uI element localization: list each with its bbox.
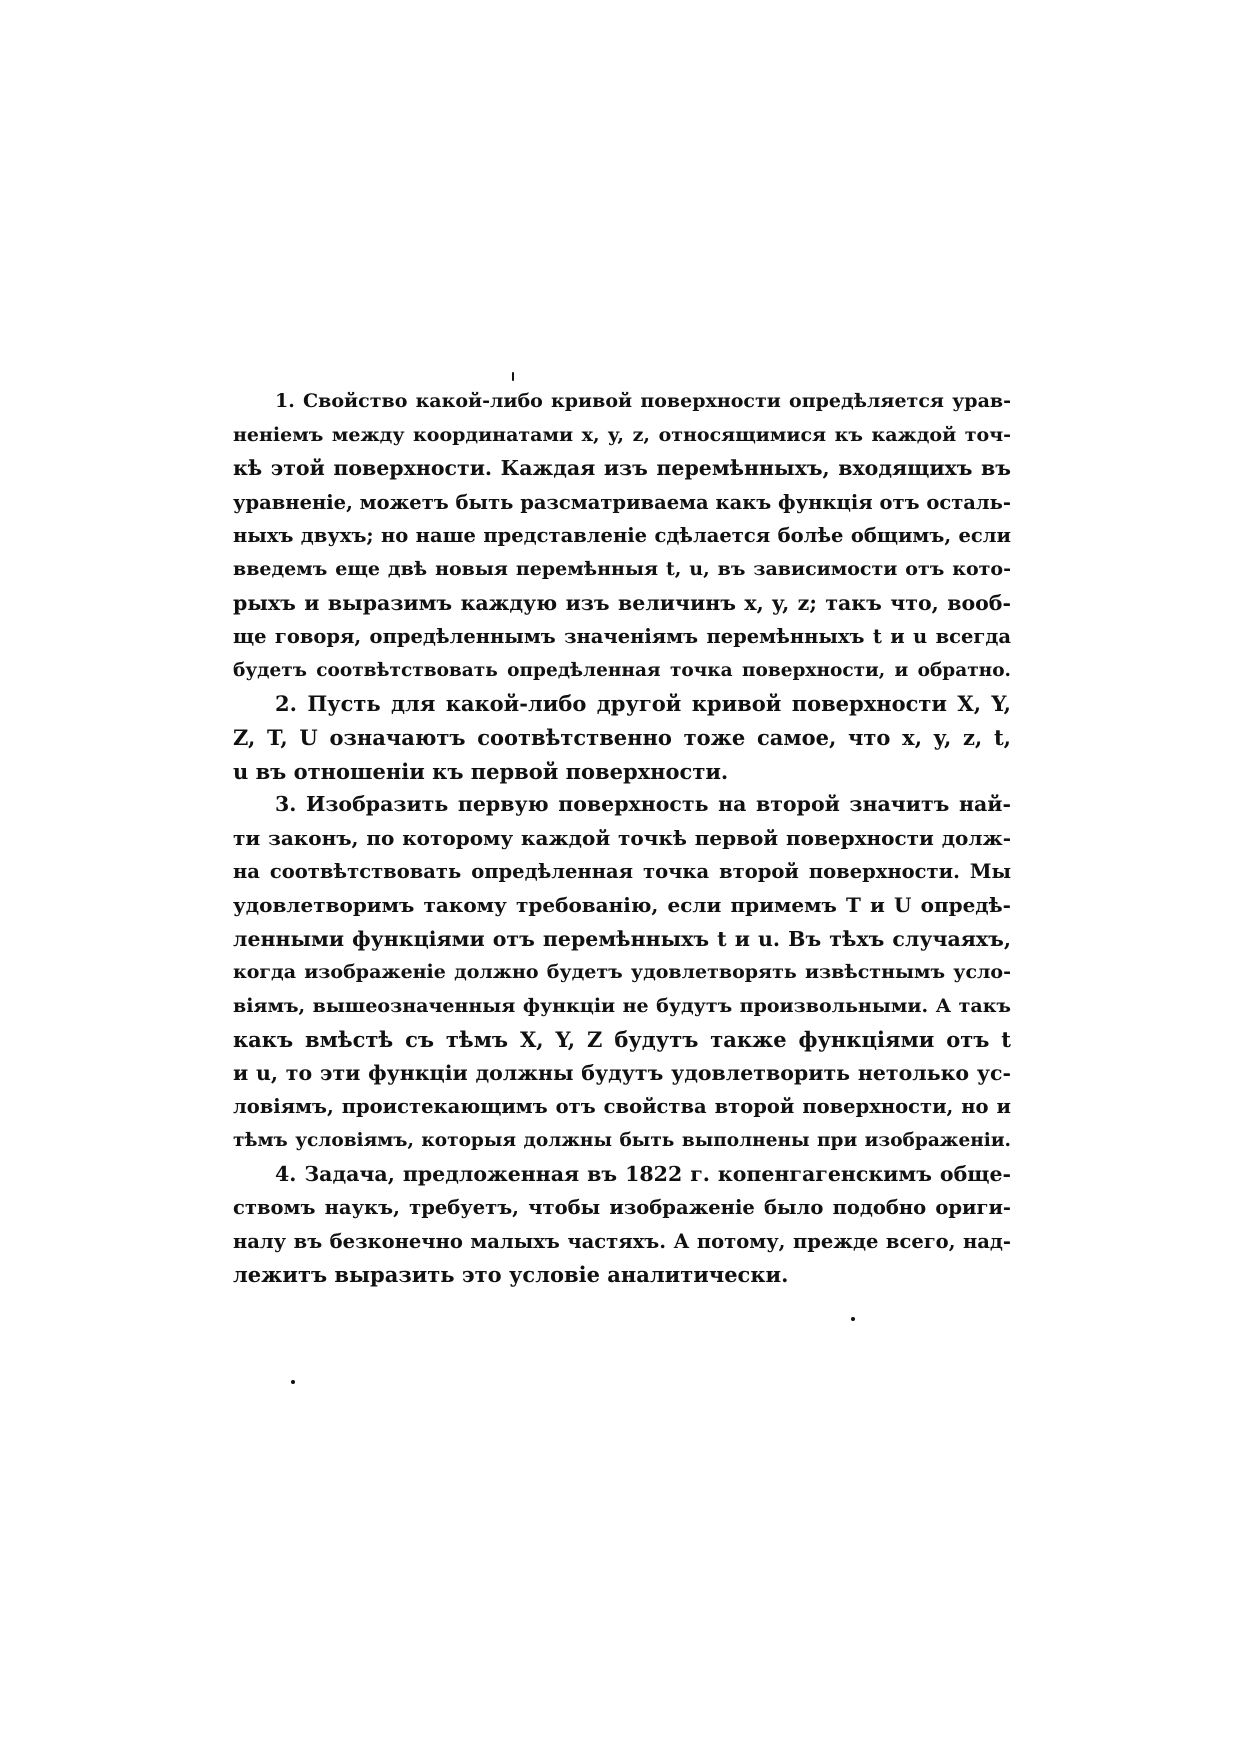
stray-mark-top: [512, 372, 514, 381]
text-line: Z, T, U означаютъ соотвѣтственно тоже самое, что x, y, z, t,: [233, 724, 1011, 750]
text-line: 1. Свойство какой-либо кривой поверхности опредѣляется урав-: [275, 390, 1011, 412]
text-line: уравненіе, можетъ быть разсматриваема какъ функція отъ осталь-: [233, 490, 1011, 514]
text-line: удовлетворимъ такому требованію, если примемъ T и U опредѣ-: [233, 892, 1011, 917]
paragraph-2: [233, 687, 1011, 788]
paragraph-4: [233, 1158, 1011, 1292]
text-line: введемъ еще двѣ новыя перемѣнныя t, u, въ зависимости отъ кото-: [233, 557, 1011, 580]
text-line: ти законъ, по которому каждой точкѣ первой поверхности долж-: [233, 825, 1011, 850]
text-line: віямъ, вышеозначенныя функціи не будутъ произвольными. А такъ: [233, 994, 1011, 1017]
text-line: на соотвѣтствовать опредѣленная точка второй поверхности. Мы: [233, 860, 1011, 884]
stray-dot-left: [291, 1380, 295, 1384]
text-line: будетъ соотвѣтствовать опредѣленная точка поверхности, и обратно.: [233, 659, 1011, 681]
text-line: тѣмъ условіямъ, которыя должны быть выполнены при изображеніи.: [233, 1130, 1011, 1152]
text-line: u въ отношеніи къ первой поверхности.: [233, 758, 729, 784]
text-line: 2. Пусть для какой-либо другой кривой поверхности X, Y,: [275, 691, 1011, 717]
body-text: [233, 385, 1011, 1292]
text-line: 3. Изобразить первую поверхность на второй значитъ най-: [275, 792, 1011, 817]
text-line: и u, то эти функціи должны будутъ удовлетворить нетолько ус-: [233, 1060, 1011, 1085]
text-line: кѣ этой поверхности. Каждая изъ перемѣнныхъ, входящихъ въ: [233, 456, 1011, 481]
text-line: налу въ безконечно малыхъ частяхъ. А потому, прежде всего, над-: [233, 1229, 1011, 1253]
text-line: 4. Задача, предложенная въ 1822 г. копенгагенскимъ обще-: [275, 1161, 1011, 1186]
text-line: какъ вмѣстѣ съ тѣмъ X, Y, Z будутъ также функціями отъ t: [233, 1027, 1011, 1053]
text-line: ловіямъ, проистекающимъ отъ свойства второй поверхности, но и: [233, 1095, 1011, 1119]
text-line: ленными функціями отъ перемѣнныхъ t и u. Въ тѣхъ случаяхъ,: [233, 926, 1011, 951]
paragraph-3: [233, 788, 1011, 1158]
text-line: рыхъ и выразимъ каждую изъ величинъ x, y, z; такъ что, вооб-: [233, 590, 1011, 615]
paragraph-1: [233, 385, 1011, 687]
text-line: неніемъ между координатами x, y, z, относящимися къ каждой точ-: [233, 423, 1011, 446]
text-line: ще говоря, опредѣленнымъ значеніямъ перемѣнныхъ t и u всегда: [233, 625, 1011, 649]
text-line: лежитъ выразить это условіе аналитически.: [233, 1262, 789, 1288]
text-line: ныхъ двухъ; но наше представленіе сдѣлается болѣе общимъ, если: [233, 524, 1011, 548]
text-line: когда изображеніе должно будетъ удовлетворять извѣстнымъ усло-: [233, 961, 1011, 984]
text-line: ствомъ наукъ, требуетъ, чтобы изображеніе было подобно ориги-: [233, 1196, 1011, 1220]
stray-dot-right: [851, 1317, 855, 1321]
